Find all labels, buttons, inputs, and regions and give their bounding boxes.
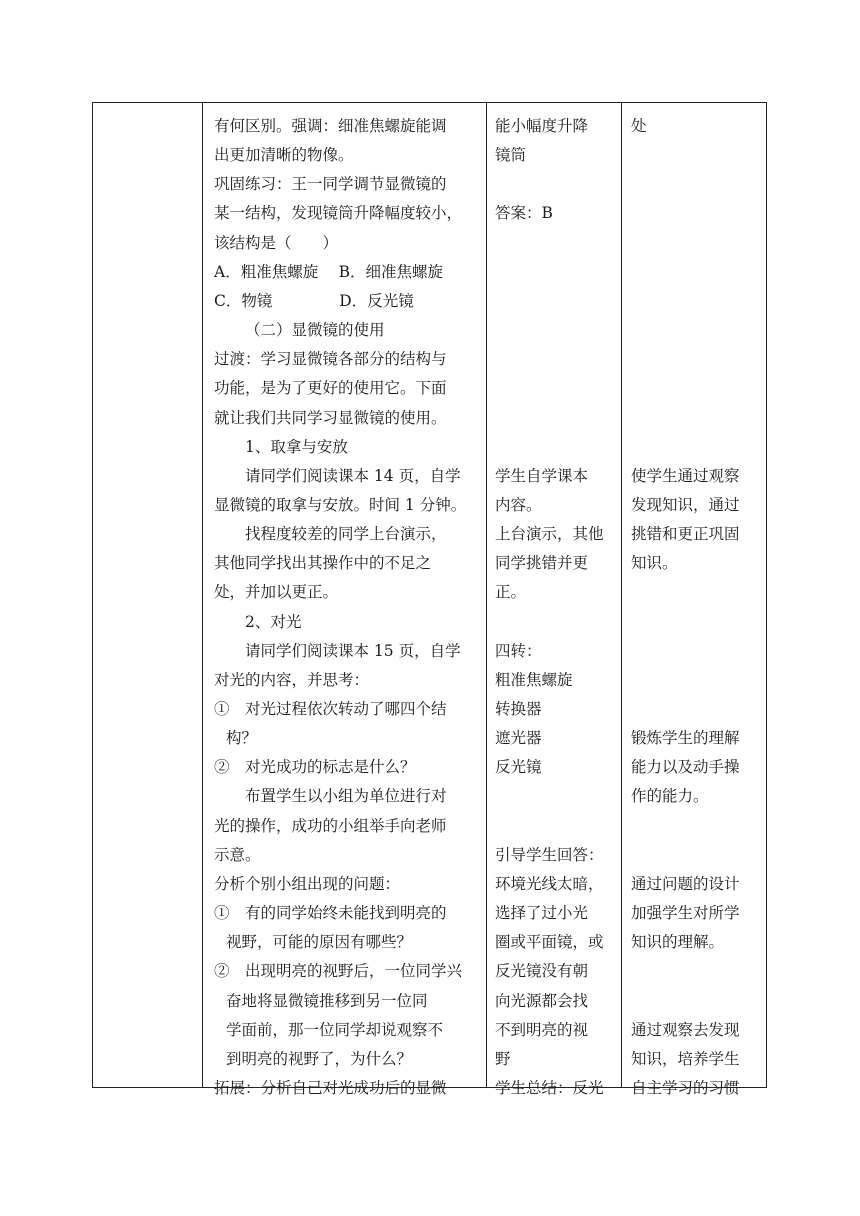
text-line: 就让我们共同学习显微镜的使用。	[214, 408, 447, 427]
text-line: 知识的理解。	[631, 933, 725, 952]
text-line: 学面前，那一位同学却说观察不	[226, 1020, 444, 1039]
text-line: 显微镜的取拿与安放。时间 1 分钟。	[214, 495, 467, 514]
text-line: 反光镜没有朝	[495, 962, 589, 981]
text-line: 1、取拿与安放	[245, 437, 348, 456]
text-line: 遮光器	[495, 729, 542, 748]
text-line: 内容。	[495, 495, 542, 514]
text-line: 学生自学课本	[495, 466, 589, 485]
text-line: 加强学生对所学	[631, 904, 740, 923]
text-line: ② 对光成功的标志是什么？	[214, 758, 416, 777]
text-line: 正。	[495, 583, 527, 602]
text-line: 通过观察去发现	[631, 1020, 740, 1039]
text-line: 请同学们阅读课本 15 页，自学	[245, 641, 461, 660]
text-line: 向光源都会找	[495, 991, 589, 1010]
text-line: 视野，可能的原因有哪些？	[226, 933, 413, 952]
text-line: 过渡：学习显微镜各部分的结构与	[214, 350, 447, 369]
text-line: ② 出现明亮的视野后，一位同学兴	[214, 962, 463, 981]
text-line: ① 有的同学始终未能找到明亮的	[214, 904, 447, 923]
text-line: 示意。	[214, 845, 261, 864]
text-line: 知识，培养学生	[631, 1049, 740, 1068]
column-divider	[486, 103, 487, 1087]
text-line: （二）显微镜的使用	[245, 321, 385, 340]
text-line: 四转：	[495, 641, 542, 660]
text-line: 构？	[226, 729, 258, 748]
text-line: 环境光线太暗，	[495, 874, 604, 893]
text-line: 挑错和更正巩固	[631, 525, 740, 544]
text-line: 使学生通过观察	[631, 466, 740, 485]
text-line: 请同学们阅读课本 14 页，自学	[245, 466, 461, 485]
text-line: 野	[495, 1049, 511, 1068]
text-line: 找程度较差的同学上台演示，	[245, 525, 447, 544]
text-line: 2、对光	[245, 612, 302, 631]
text-line: 选择了过小光	[495, 904, 589, 923]
text-line: 反光镜	[495, 758, 542, 777]
text-line: 通过问题的设计	[631, 874, 740, 893]
text-line: 功能，是为了更好的使用它。下面	[214, 379, 447, 398]
text-line: 出更加清晰的物像。	[214, 146, 354, 165]
text-line: 该结构是（ ）	[214, 233, 339, 252]
text-line: 作的能力。	[631, 787, 709, 806]
text-line: 发现知识，通过	[631, 495, 740, 514]
text-line: 上台演示，其他	[495, 525, 604, 544]
text-line: 锻炼学生的理解	[631, 729, 740, 748]
text-line: 某一结构，发现镜筒升降幅度较小，	[214, 204, 463, 223]
text-line: 能小幅度升降	[495, 117, 589, 135]
text-line: 知识。	[631, 554, 678, 573]
text-line: 镜筒	[495, 146, 527, 165]
text-line: 粗准焦螺旋	[495, 670, 573, 689]
text-line: 圈或平面镜，或	[495, 933, 604, 952]
text-line: 不到明亮的视	[495, 1020, 589, 1039]
column-divider	[202, 103, 203, 1087]
text-line: 到明亮的视野了，为什么？	[226, 1049, 413, 1068]
text-line: 布置学生以小组为单位进行对	[245, 787, 447, 806]
text-line: A．粗准焦螺旋 B．细准焦螺旋	[214, 262, 444, 281]
text-line: 引导学生回答：	[495, 845, 604, 864]
text-line: 有何区别。强调：细准焦螺旋能调	[214, 117, 447, 135]
text-line: 其他同学找出其操作中的不足之	[214, 554, 432, 573]
text-line: 转换器	[495, 700, 542, 718]
text-line: 处，并加以更正。	[214, 583, 339, 602]
lesson-plan-table	[92, 102, 767, 1097]
text-line: 光的操作，成功的小组举手向老师	[214, 816, 447, 835]
text-line: 处	[631, 117, 647, 135]
text-line: 能力以及动手操	[631, 758, 740, 777]
text-line: 自主学习的习惯	[631, 1078, 740, 1097]
text-line: C．物镜 D．反光镜	[214, 291, 414, 310]
text-line: 对光的内容，并思考：	[214, 670, 370, 689]
text-line: ① 对光过程依次转动了哪四个结	[214, 700, 447, 718]
text-line: 分析个别小组出现的问题：	[214, 874, 401, 893]
text-line: 奋地将显微镜推移到另一位同	[226, 991, 428, 1010]
text-line: 拓展：分析自己对光成功后的显微	[214, 1078, 447, 1097]
column-divider	[621, 103, 622, 1087]
text-line: 巩固练习：王一同学调节显微镜的	[214, 175, 447, 194]
text-line: 同学挑错并更	[495, 554, 589, 573]
text-line: 答案：B	[495, 204, 553, 223]
text-line: 学生总结：反光	[495, 1078, 604, 1097]
